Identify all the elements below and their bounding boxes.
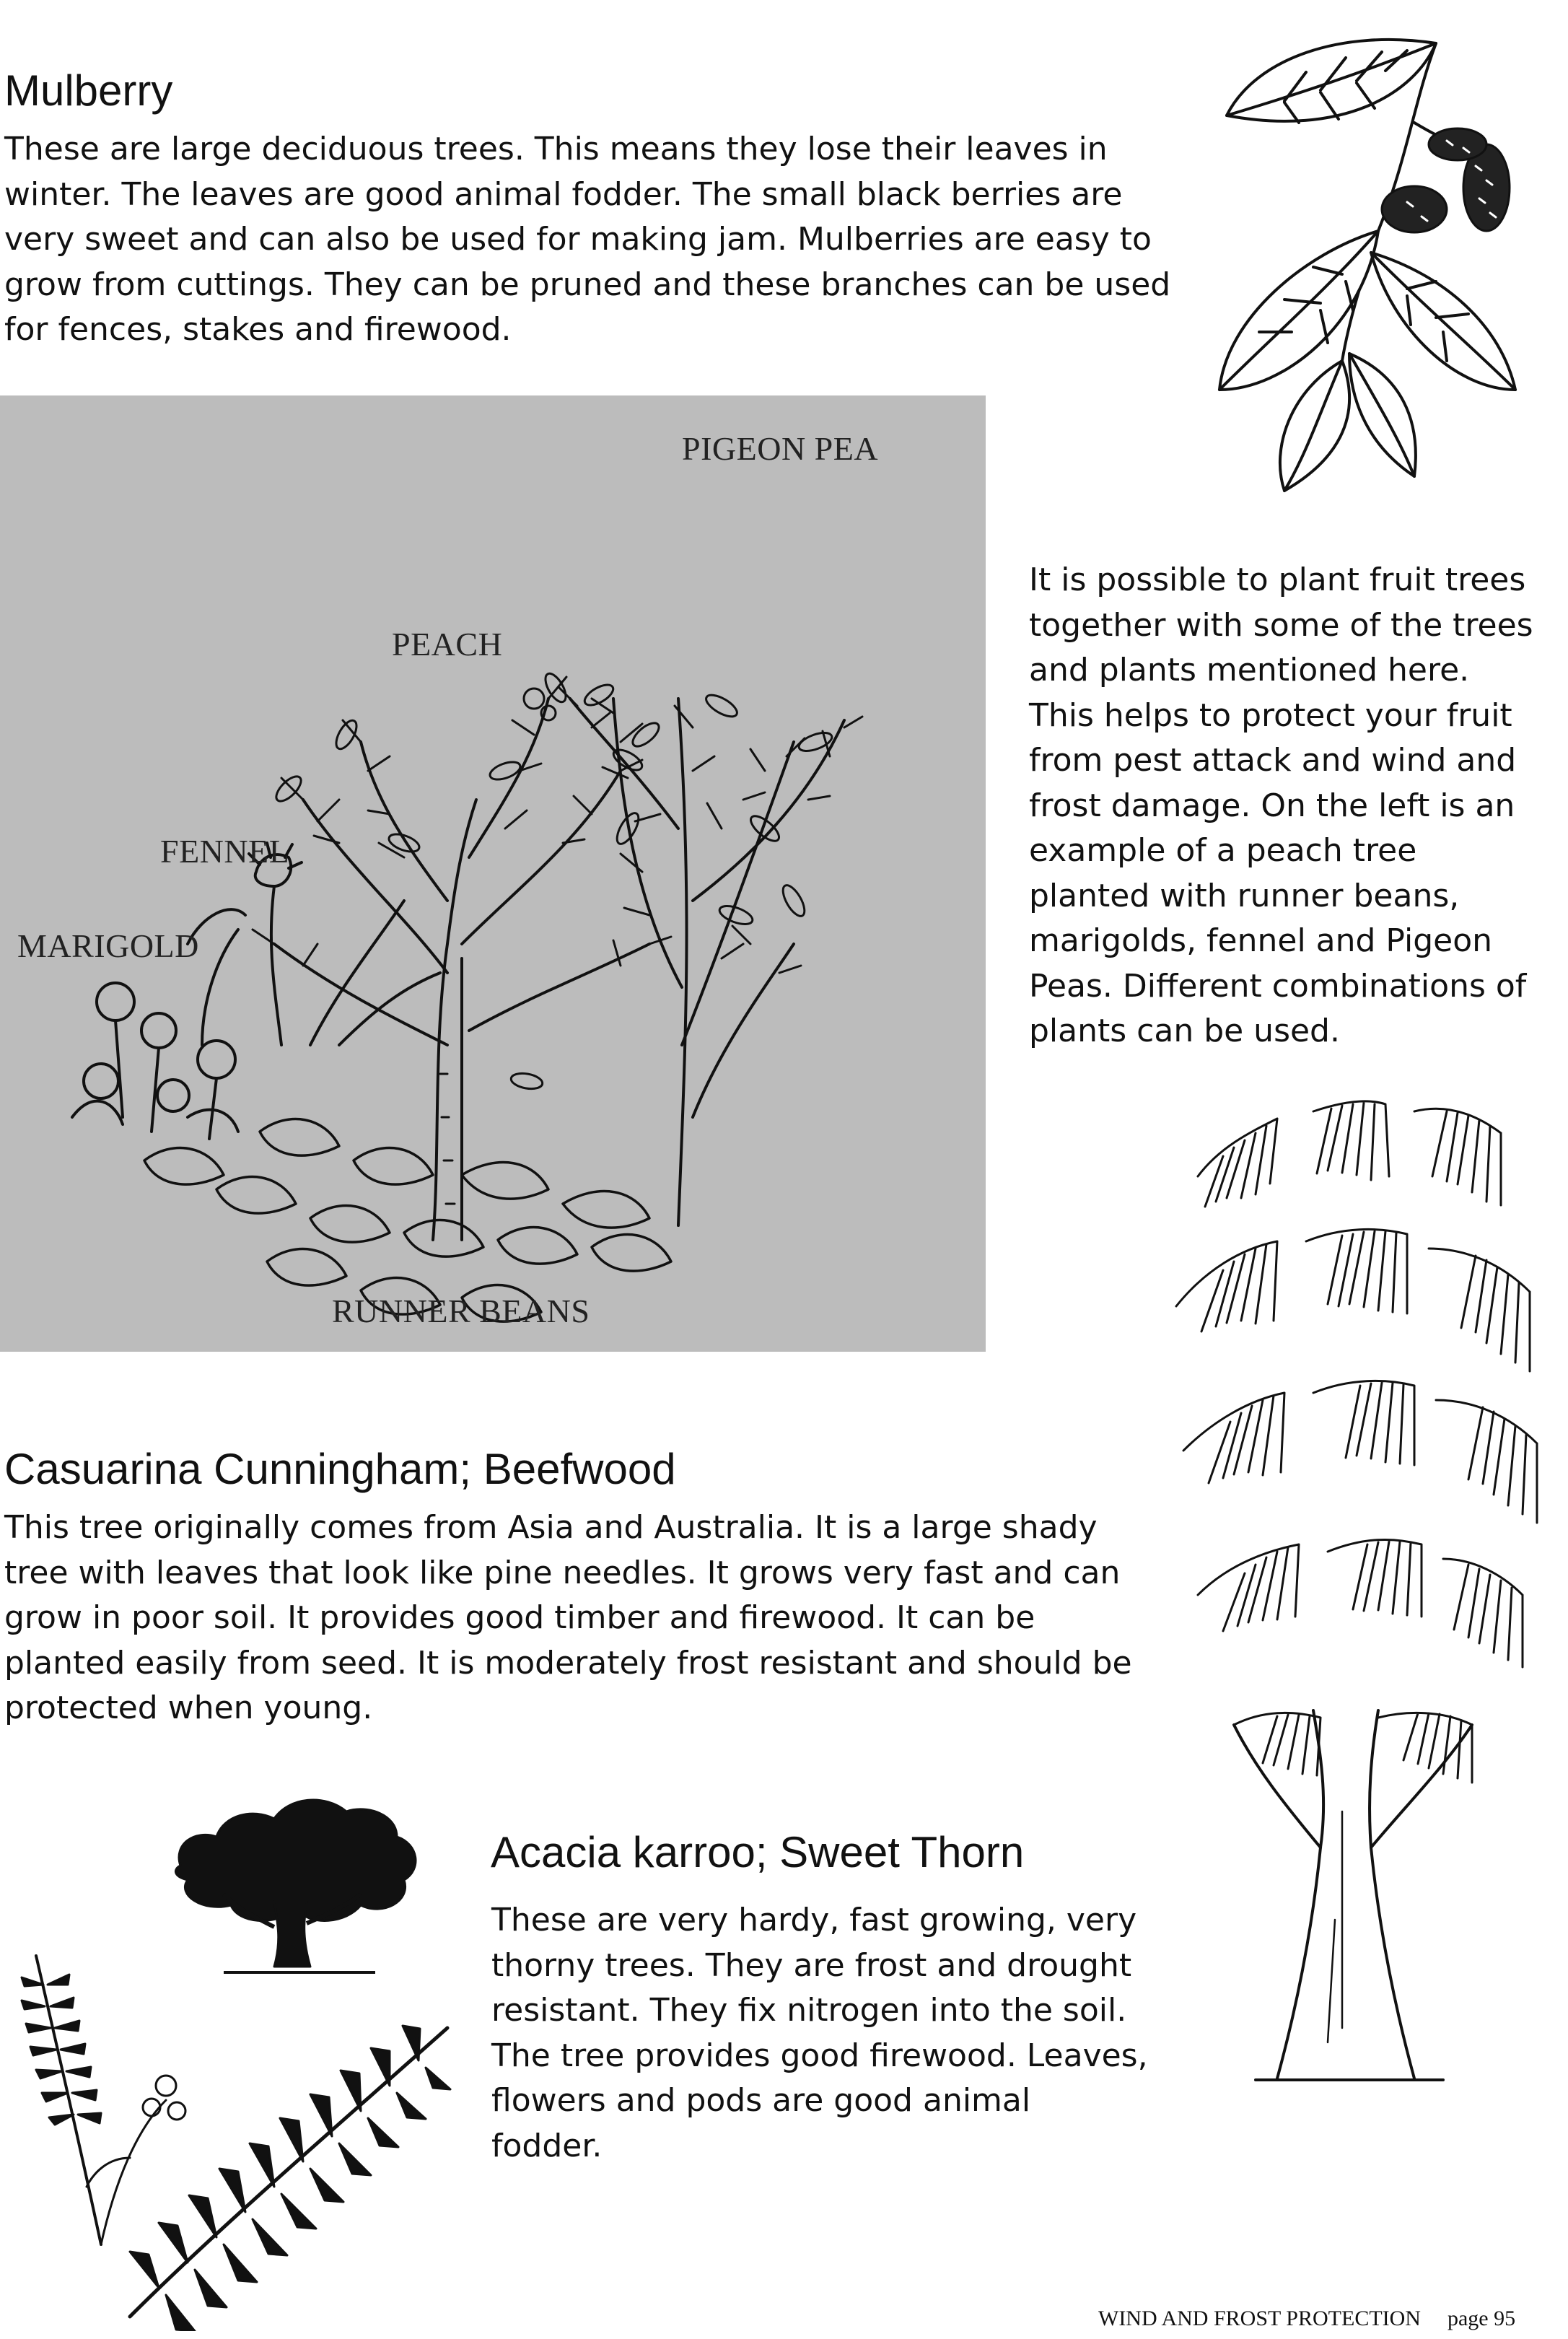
acacia-heading: Acacia karroo; Sweet Thorn <box>491 1828 1025 1876</box>
companion-planting-illustration <box>0 395 986 1352</box>
acacia-leaf-icon <box>14 1941 462 2331</box>
mulberry-line: very sweet and can also be used for making jam. Mulberries are easy to <box>4 221 1152 258</box>
companion-planting-text <box>1029 558 1556 1054</box>
companion-line: Peas. Different combinations of <box>1029 967 1527 1005</box>
label-marigold: MARIGOLD <box>17 927 199 964</box>
casuarina-text <box>4 1505 1152 1731</box>
label-runner-beans: RUNNER BEANS <box>332 1293 590 1329</box>
companion-line: plants can be used. <box>1029 1013 1340 1049</box>
pigeon-pea-drawing <box>559 681 862 1225</box>
acacia-line: fodder. <box>491 2127 603 2164</box>
companion-line: frost damage. On the left is an <box>1029 787 1515 824</box>
companion-line: from pest attack and wind and <box>1029 742 1517 779</box>
mulberry-line: grow from cuttings. They can be pruned and these branches can be used <box>4 266 1171 303</box>
footer-page-number: page 95 <box>1447 2307 1516 2330</box>
label-pigeon-pea: PIGEON PEA <box>682 430 879 467</box>
companion-line: This helps to protect your fruit <box>1029 696 1512 734</box>
acacia-line: thorny trees. They are frost and drought <box>491 1946 1132 1984</box>
casuarina-line: planted easily from seed. It is moderately frost resistant and should be <box>4 1644 1132 1682</box>
mulberry-line: for fences, stakes and firewood. <box>4 311 512 348</box>
companion-line: marigolds, fennel and Pigeon <box>1029 922 1493 959</box>
casuarina-heading: Casuarina Cunningham; Beefwood <box>4 1445 676 1493</box>
fennel-drawing <box>249 843 440 1045</box>
casuarina-line: This tree originally comes from Asia and Australia. It is a large shady <box>4 1509 1098 1546</box>
acacia-text <box>491 1898 1155 2169</box>
companion-line: together with some of the trees <box>1029 606 1533 644</box>
acacia-line: flowers and pods are good animal <box>491 2082 1031 2119</box>
companion-line: example of a peach tree <box>1029 832 1417 869</box>
casuarina-line: protected when young. <box>4 1689 373 1726</box>
mulberry-branch-icon <box>1198 14 1544 505</box>
label-fennel: FENNEL <box>160 833 290 870</box>
casuarina-line: grow in poor soil. It provides good timber and firewood. It can be <box>4 1599 1035 1636</box>
companion-line: planted with runner beans, <box>1029 877 1460 914</box>
page-footer <box>1098 2307 1515 2331</box>
mulberry-heading: Mulberry <box>4 66 173 115</box>
acacia-line: These are very hardy, fast growing, very <box>491 1902 1137 1938</box>
companion-line: It is possible to plant fruit trees <box>1029 561 1526 598</box>
companion-line: and plants mentioned here. <box>1029 652 1470 688</box>
acacia-line: resistant. They fix nitrogen into the soil. <box>491 1992 1127 2029</box>
casuarina-tree-icon <box>1155 1090 1559 2093</box>
mulberry-line: winter. The leaves are good animal fodder. The small black berries are <box>4 175 1123 213</box>
casuarina-line: tree with leaves that look like pine needles. It grows very fast and can <box>4 1554 1121 1591</box>
mulberry-line: These are large deciduous trees. This means they lose their leaves in <box>4 131 1108 167</box>
acacia-line: The tree provides good firewood. Leaves, <box>491 2037 1148 2074</box>
footer-section-title: WIND AND FROST PROTECTION <box>1098 2307 1421 2330</box>
mulberry-text <box>4 127 1188 353</box>
foliage <box>1176 1101 1537 1783</box>
label-peach: PEACH <box>392 626 503 663</box>
